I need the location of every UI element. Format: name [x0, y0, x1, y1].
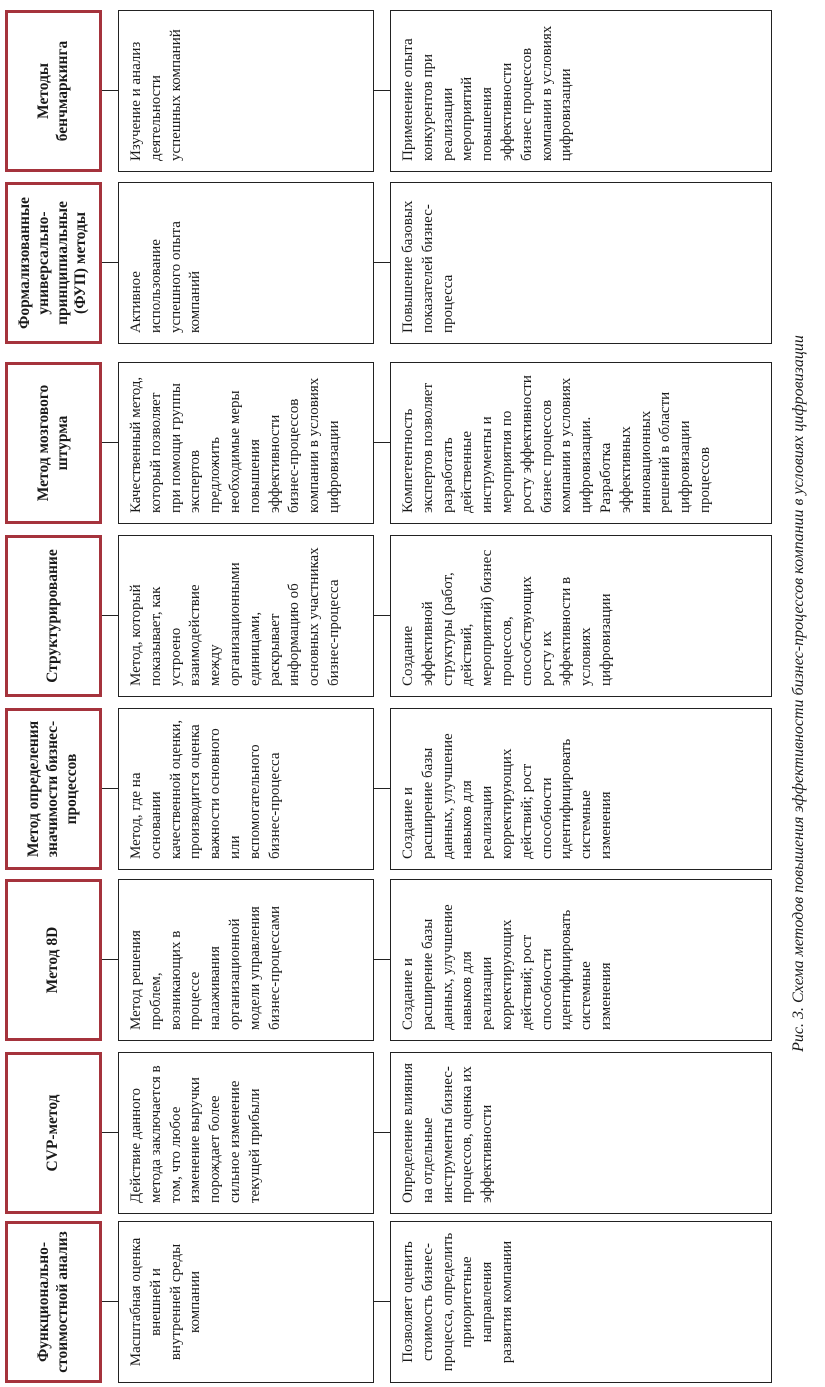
connector-line	[374, 262, 390, 263]
method-description: Качественный метод, который позволяет при помощи группы экспертов предложить необходимые меры повышения эффективности бизнес-процессов компании в условиях цифровизации	[118, 362, 374, 524]
connector-line	[102, 262, 118, 263]
method-description: Изучение и анализ деятельности успешных компаний	[118, 10, 374, 172]
method-result: Применение опыта конкурентов при реализации мероприятий повышения эффективности бизнес процессов компании в условиях цифровизации	[390, 10, 772, 172]
connector-line	[102, 1132, 118, 1133]
connector-line	[102, 442, 118, 443]
method-description: Активное использование успешного опыта компаний	[118, 182, 374, 344]
method-result: Создание и расширение базы данных, улучшение навыков для реализации корректирующих действий; рост способности идентифицировать системные изменения	[390, 879, 772, 1041]
connector-line	[374, 1132, 390, 1133]
method-result: Повышение базовых показателей бизнес-процесса	[390, 182, 772, 344]
method-description: Масштабная оценка внешней и внутренней среды компании	[118, 1221, 374, 1383]
connector-line	[374, 788, 390, 789]
method-result: Позволяет оценить стоимость бизнес-процесса, определить приоритетные направления развития компании	[390, 1221, 772, 1383]
connector-line	[374, 959, 390, 960]
connector-line	[374, 615, 390, 616]
connector-line	[102, 959, 118, 960]
method-result: Создание эффективной структуры (работ, действий, мероприятий) бизнес процессов, способствующих росту их эффективности в условиях цифровизации	[390, 535, 772, 697]
method-result: Определение влияния на отдельные инструменты бизнес-процессов, оценка их эффективности	[390, 1052, 772, 1214]
method-header: Формализованные универсально-принципиальные (ФУП) методы	[5, 182, 102, 344]
method-description: Действие данного метода заключается в том, что любое изменение выручки порождает более сильное изменение текущей прибыли	[118, 1052, 374, 1214]
method-description: Метод, который показывает, как устроено взаимодействие между организационными единицами, раскрывает информацию об основных участниках бизнес-процесса	[118, 535, 374, 697]
method-header: Метод мозгового штурма	[5, 362, 102, 524]
connector-line	[102, 1301, 118, 1302]
method-header: Структурирование	[5, 535, 102, 697]
figure-caption: Рис. 3. Схема методов повышения эффективности бизнес-процессов компании в условиях цифровизации	[790, 335, 807, 1052]
connector-line	[102, 788, 118, 789]
method-description: Метод решения проблем, возникающих в процессе налаживания организационной модели управления бизнес-процессами	[118, 879, 374, 1041]
method-result: Компетентность экспертов позволяет разработать действенные инструменты и мероприятия по росту эффективности бизнес процессов компании в условиях цифровизации. Разработка эффективных инновационных решений в области цифровизации процессов	[390, 362, 772, 524]
connector-line	[374, 1301, 390, 1302]
method-description: Метод, где на основании качественной оценки, производится оценка важности основного или вспомогательного бизнес-процесса	[118, 708, 374, 870]
method-header: Метод определения значимости бизнес-процессов	[5, 708, 102, 870]
method-result: Создание и расширение базы данных, улучшение навыков для реализации корректирующих действий; рост способности идентифицировать системные изменения	[390, 708, 772, 870]
method-header: Функционально-стоимостной анализ	[5, 1221, 102, 1383]
method-header: CVP-метод	[5, 1052, 102, 1214]
method-header: Метод 8D	[5, 879, 102, 1041]
connector-line	[374, 442, 390, 443]
method-header: Методы бенчмаркинга	[5, 10, 102, 172]
connector-line	[102, 90, 118, 91]
connector-line	[102, 615, 118, 616]
connector-line	[374, 90, 390, 91]
